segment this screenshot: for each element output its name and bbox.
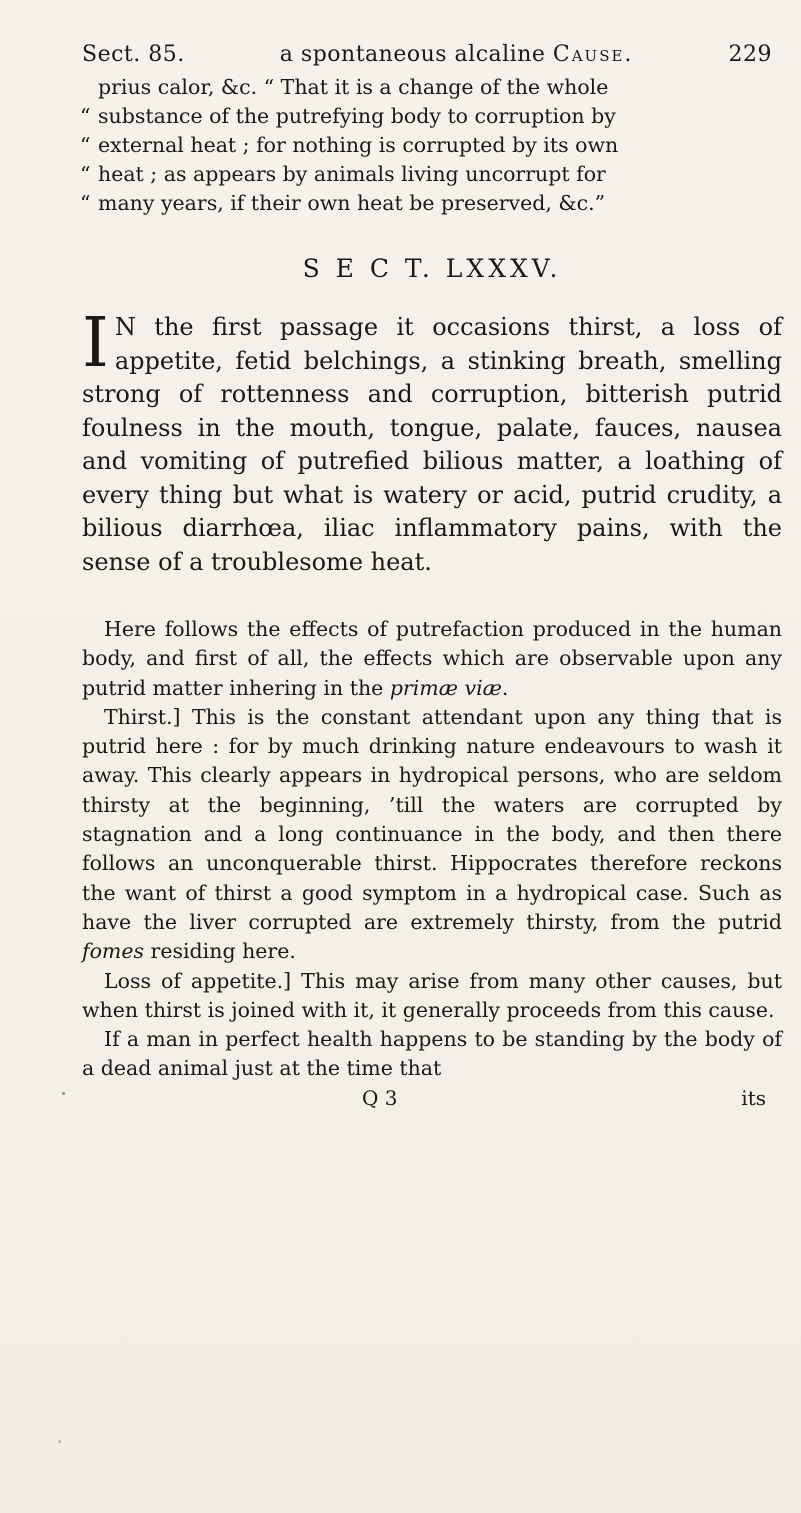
running-title (280, 42, 634, 67)
italic-phrase: primæ viæ (389, 675, 502, 700)
running-header (82, 42, 782, 67)
page-footer (82, 1086, 782, 1116)
italic-word: fomes (82, 939, 145, 964)
catchword: its (741, 1085, 766, 1110)
aphorism-text (82, 304, 782, 579)
quote-line: “ external heat ; for nothing is corrupted by its own (80, 133, 619, 157)
aphorism-body: N the first passage it occasions thirst, a loss of appetite, fetid belchings, a stinking breath, smelling strong of rottenness and corruption, bitterish putrid foulness in the mouth, tongue, palate, fauces, nausea and vomiting of putrefied bilious matter, a loathing of every thing but what is watery or acid, putrid crudity, a bilious diarrhœa, iliac inflammatory pains, with the sense of a troublesome heat. (82, 313, 782, 576)
drop-capital: I (82, 304, 109, 383)
quote-line: prius calor, &c. “ That it is a change of the whole (98, 75, 609, 99)
paper-speck (62, 1092, 65, 1095)
page-content (82, 42, 782, 1116)
page-number: 229 (728, 42, 772, 67)
quote-line: “ many years, if their own heat be preserved, &c.” (80, 191, 606, 215)
paper-speck (740, 360, 743, 363)
continued-quotation (82, 73, 782, 218)
commentary-thirst: Thirst.] This is the constant attendant upon any thing that is putrid here : for by much drinking nature endeavours to wash it away. This clearly appears in hydropical persons, who are seldom thirsty at the beginning, ’till the waters are corrupted by stagnation and a long continuance in the body, and then there follows an unconquerable thirst. Hippocrates therefore reckons the want of thirst a good symptom in a hydropical case. Such as have the liver corrupted are extremely thirsty, from the putrid fomes residing here. (82, 704, 782, 964)
paper-speck (58, 1440, 61, 1443)
signature-mark: Q 3 (362, 1085, 398, 1110)
commentary (82, 615, 782, 1084)
commentary-appetite: Loss of appetite.] This may arise from many other causes, but when thirst is joined with it, it generally proceeds from this cause. (82, 968, 782, 1022)
section-heading: S E C T. LXXXV. (302, 254, 562, 283)
running-title-smallcaps: Cause. (552, 42, 634, 67)
commentary-perfect-health: If a man in perfect health happens to be standing by the body of a dead animal just at the time that (82, 1027, 782, 1081)
commentary-intro: Here follows the effects of putrefaction produced in the human body, and first of all, the effects which are observable upon any putrid matter inhering in the primæ viæ. (82, 617, 782, 700)
running-title-text: a spontaneous alcaline (279, 42, 546, 67)
quote-line: “ substance of the putrefying body to corruption by (80, 104, 616, 128)
section-reference: Sect. 85. (82, 42, 185, 67)
quote-line: “ heat ; as appears by animals living uncorrupt for (80, 162, 606, 186)
